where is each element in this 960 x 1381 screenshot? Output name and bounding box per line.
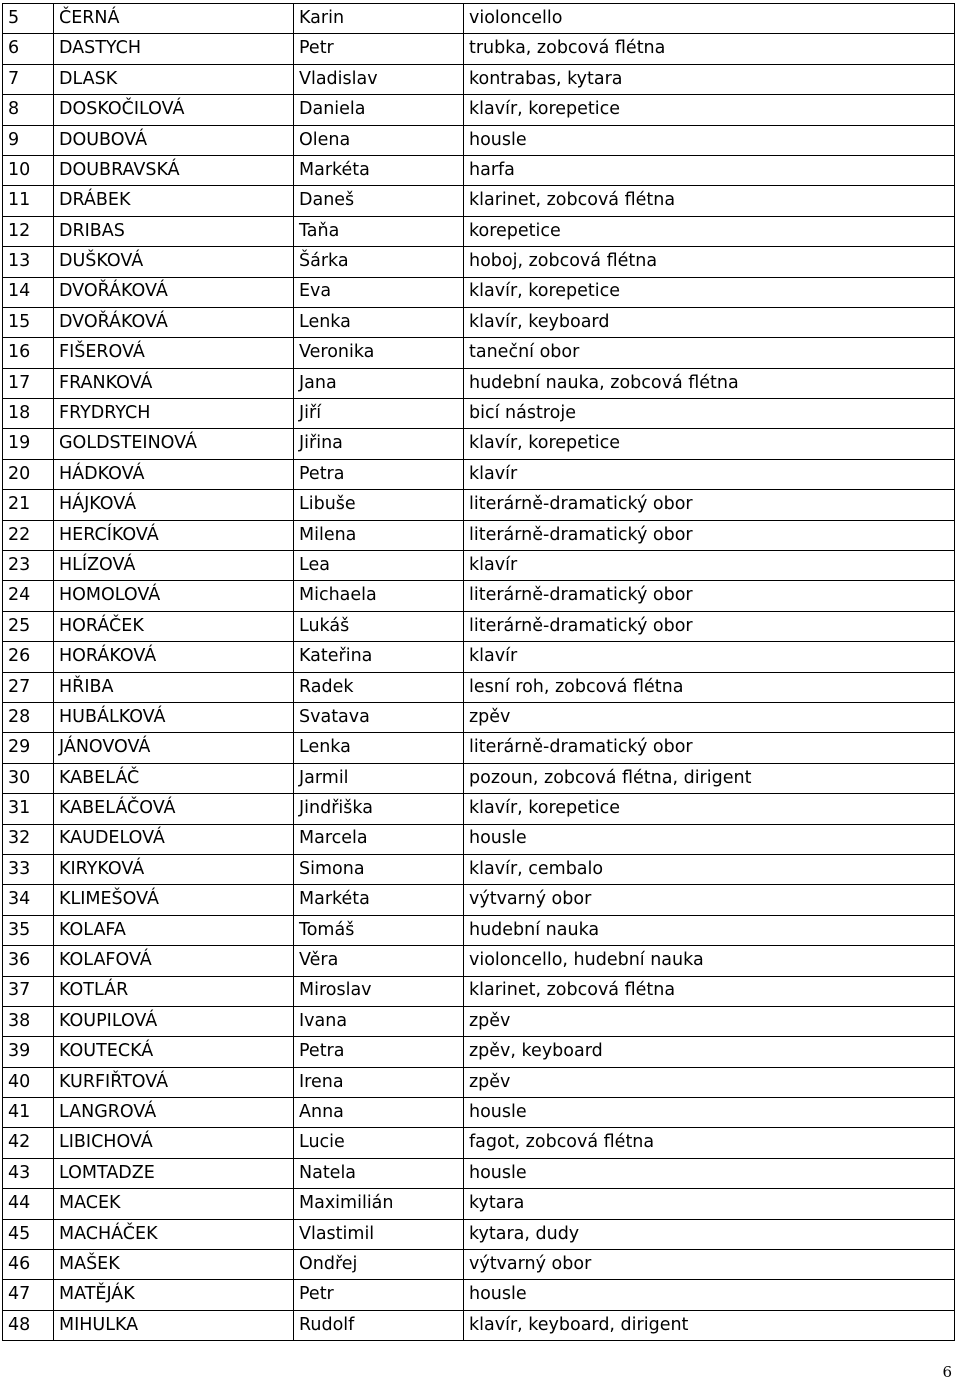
row-number: 22 [3,520,54,550]
instrument-cell: literárně-dramatický obor [464,581,955,611]
table-row [3,34,955,64]
surname-cell: KOLAFOVÁ [54,946,294,976]
first-name-cell: Jana [294,368,464,398]
instrument-cell: literárně-dramatický obor [464,611,955,641]
surname-cell: DOUBOVÁ [54,125,294,155]
surname-cell: KAUDELOVÁ [54,824,294,854]
instrument-cell: klavír, korepetice [464,429,955,459]
table-row [3,1037,955,1067]
instrument-cell: literárně-dramatický obor [464,733,955,763]
surname-cell: DOSKOČILOVÁ [54,95,294,125]
instrument-cell: zpěv [464,1067,955,1097]
surname-cell: HŘIBA [54,672,294,702]
first-name-cell: Jiřina [294,429,464,459]
instrument-cell: klavír, cembalo [464,854,955,884]
table-row [3,459,955,489]
table-row [3,885,955,915]
surname-cell: HLÍZOVÁ [54,551,294,581]
table-row [3,247,955,277]
row-number: 21 [3,490,54,520]
first-name-cell: Petra [294,1037,464,1067]
surname-cell: KURFIŘTOVÁ [54,1067,294,1097]
surname-cell: HOMOLOVÁ [54,581,294,611]
surname-cell: DLASK [54,64,294,94]
first-name-cell: Věra [294,946,464,976]
instrument-cell: violoncello, hudební nauka [464,946,955,976]
table-row [3,125,955,155]
first-name-cell: Markéta [294,885,464,915]
table-row [3,4,955,34]
row-number: 47 [3,1280,54,1310]
row-number: 10 [3,155,54,185]
surname-cell: GOLDSTEINOVÁ [54,429,294,459]
instrument-cell: výtvarný obor [464,885,955,915]
first-name-cell: Daneš [294,186,464,216]
row-number: 15 [3,307,54,337]
instrument-cell: violoncello [464,4,955,34]
table-row [3,611,955,641]
instrument-cell: kytara [464,1189,955,1219]
table-row [3,399,955,429]
instrument-cell: housle [464,125,955,155]
row-number: 20 [3,459,54,489]
instrument-cell: klavír, keyboard [464,307,955,337]
instrument-cell: kontrabas, kytara [464,64,955,94]
row-number: 6 [3,34,54,64]
surname-cell: HUBÁLKOVÁ [54,702,294,732]
first-name-cell: Petr [294,1280,464,1310]
surname-cell: MACHÁČEK [54,1219,294,1249]
table-row [3,946,955,976]
instrument-cell: klarinet, zobcová flétna [464,186,955,216]
row-number: 27 [3,672,54,702]
row-number: 44 [3,1189,54,1219]
row-number: 41 [3,1098,54,1128]
row-number: 16 [3,338,54,368]
row-number: 25 [3,611,54,641]
table-row [3,216,955,246]
instrument-cell: zpěv [464,702,955,732]
instrument-cell: zpěv [464,1006,955,1036]
surname-cell: DVOŘÁKOVÁ [54,307,294,337]
table-row [3,1189,955,1219]
row-number: 45 [3,1219,54,1249]
table-row [3,1098,955,1128]
first-name-cell: Vladislav [294,64,464,94]
row-number: 34 [3,885,54,915]
first-name-cell: Olena [294,125,464,155]
first-name-cell: Svatava [294,702,464,732]
surname-cell: FRANKOVÁ [54,368,294,398]
instrument-cell: harfa [464,155,955,185]
instrument-cell: bicí nástroje [464,399,955,429]
surname-cell: MATĚJÁK [54,1280,294,1310]
first-name-cell: Lucie [294,1128,464,1158]
first-name-cell: Karin [294,4,464,34]
table-row [3,1158,955,1188]
instrument-cell: housle [464,824,955,854]
table-row [3,1280,955,1310]
instrument-cell: klarinet, zobcová flétna [464,976,955,1006]
table-row [3,976,955,1006]
teacher-roster-table [2,3,955,1341]
first-name-cell: Anna [294,1098,464,1128]
surname-cell: FRYDRYCH [54,399,294,429]
row-number: 46 [3,1250,54,1280]
row-number: 30 [3,763,54,793]
table-row [3,702,955,732]
first-name-cell: Maximilián [294,1189,464,1219]
row-number: 9 [3,125,54,155]
surname-cell: JÁNOVOVÁ [54,733,294,763]
instrument-cell: klavír, korepetice [464,277,955,307]
table-row [3,368,955,398]
first-name-cell: Michaela [294,581,464,611]
row-number: 12 [3,216,54,246]
table-row [3,186,955,216]
surname-cell: LANGROVÁ [54,1098,294,1128]
instrument-cell: lesní roh, zobcová flétna [464,672,955,702]
table-row [3,490,955,520]
surname-cell: HÁJKOVÁ [54,490,294,520]
table-row [3,1219,955,1249]
surname-cell: DASTYCH [54,34,294,64]
row-number: 5 [3,4,54,34]
row-number: 19 [3,429,54,459]
instrument-cell: hudební nauka [464,915,955,945]
row-number: 14 [3,277,54,307]
first-name-cell: Lenka [294,307,464,337]
table-row [3,520,955,550]
table-row [3,155,955,185]
row-number: 11 [3,186,54,216]
first-name-cell: Kateřina [294,642,464,672]
surname-cell: HERCÍKOVÁ [54,520,294,550]
first-name-cell: Tomáš [294,915,464,945]
row-number: 38 [3,1006,54,1036]
first-name-cell: Petra [294,459,464,489]
instrument-cell: hudební nauka, zobcová flétna [464,368,955,398]
table-row [3,277,955,307]
table-row [3,672,955,702]
table-row [3,794,955,824]
first-name-cell: Milena [294,520,464,550]
instrument-cell: klavír [464,642,955,672]
surname-cell: ČERNÁ [54,4,294,34]
surname-cell: KLIMEŠOVÁ [54,885,294,915]
surname-cell: KOUTECKÁ [54,1037,294,1067]
surname-cell: HÁDKOVÁ [54,459,294,489]
row-number: 17 [3,368,54,398]
row-number: 40 [3,1067,54,1097]
table-row [3,733,955,763]
row-number: 8 [3,95,54,125]
surname-cell: FIŠEROVÁ [54,338,294,368]
instrument-cell: hoboj, zobcová flétna [464,247,955,277]
surname-cell: KOUPILOVÁ [54,1006,294,1036]
surname-cell: DUŠKOVÁ [54,247,294,277]
instrument-cell: housle [464,1098,955,1128]
first-name-cell: Lea [294,551,464,581]
first-name-cell: Markéta [294,155,464,185]
instrument-cell: klavír [464,551,955,581]
row-number: 32 [3,824,54,854]
table-row [3,1006,955,1036]
first-name-cell: Jiří [294,399,464,429]
row-number: 42 [3,1128,54,1158]
first-name-cell: Simona [294,854,464,884]
row-number: 18 [3,399,54,429]
row-number: 7 [3,64,54,94]
instrument-cell: výtvarný obor [464,1250,955,1280]
first-name-cell: Libuše [294,490,464,520]
surname-cell: DRÁBEK [54,186,294,216]
first-name-cell: Eva [294,277,464,307]
table-row [3,915,955,945]
first-name-cell: Vlastimil [294,1219,464,1249]
instrument-cell: klavír [464,459,955,489]
first-name-cell: Petr [294,34,464,64]
table-row [3,429,955,459]
first-name-cell: Miroslav [294,976,464,1006]
surname-cell: KABELÁČOVÁ [54,794,294,824]
surname-cell: HORÁČEK [54,611,294,641]
instrument-cell: klavír, korepetice [464,95,955,125]
page-number: 6 [942,1363,952,1381]
table-row [3,1128,955,1158]
surname-cell: HORÁKOVÁ [54,642,294,672]
row-number: 24 [3,581,54,611]
table-row [3,1250,955,1280]
instrument-cell: literárně-dramatický obor [464,520,955,550]
first-name-cell: Jarmil [294,763,464,793]
instrument-cell: housle [464,1280,955,1310]
surname-cell: DVOŘÁKOVÁ [54,277,294,307]
instrument-cell: taneční obor [464,338,955,368]
table-row [3,95,955,125]
first-name-cell: Ivana [294,1006,464,1036]
row-number: 26 [3,642,54,672]
instrument-cell: trubka, zobcová flétna [464,34,955,64]
first-name-cell: Taňa [294,216,464,246]
instrument-cell: fagot, zobcová flétna [464,1128,955,1158]
table-row [3,581,955,611]
first-name-cell: Šárka [294,247,464,277]
table-row [3,307,955,337]
first-name-cell: Ondřej [294,1250,464,1280]
instrument-cell: klavír, keyboard, dirigent [464,1310,955,1340]
instrument-cell: literárně-dramatický obor [464,490,955,520]
table-row [3,1067,955,1097]
row-number: 29 [3,733,54,763]
surname-cell: KOTLÁR [54,976,294,1006]
row-number: 43 [3,1158,54,1188]
instrument-cell: housle [464,1158,955,1188]
first-name-cell: Marcela [294,824,464,854]
table-row [3,824,955,854]
instrument-cell: klavír, korepetice [464,794,955,824]
row-number: 37 [3,976,54,1006]
table-row [3,642,955,672]
surname-cell: DRIBAS [54,216,294,246]
first-name-cell: Lukáš [294,611,464,641]
first-name-cell: Lenka [294,733,464,763]
surname-cell: MACEK [54,1189,294,1219]
surname-cell: KABELÁČ [54,763,294,793]
table-row [3,551,955,581]
surname-cell: KIRYKOVÁ [54,854,294,884]
first-name-cell: Daniela [294,95,464,125]
first-name-cell: Radek [294,672,464,702]
row-number: 35 [3,915,54,945]
row-number: 48 [3,1310,54,1340]
row-number: 23 [3,551,54,581]
first-name-cell: Irena [294,1067,464,1097]
row-number: 31 [3,794,54,824]
surname-cell: DOUBRAVSKÁ [54,155,294,185]
instrument-cell: kytara, dudy [464,1219,955,1249]
surname-cell: KOLAFA [54,915,294,945]
table-row [3,1310,955,1340]
roster-body [3,4,955,1341]
table-row [3,64,955,94]
first-name-cell: Rudolf [294,1310,464,1340]
first-name-cell: Jindřiška [294,794,464,824]
first-name-cell: Veronika [294,338,464,368]
instrument-cell: korepetice [464,216,955,246]
table-row [3,763,955,793]
instrument-cell: zpěv, keyboard [464,1037,955,1067]
row-number: 13 [3,247,54,277]
surname-cell: MIHULKA [54,1310,294,1340]
first-name-cell: Natela [294,1158,464,1188]
surname-cell: LOMTADZE [54,1158,294,1188]
instrument-cell: pozoun, zobcová flétna, dirigent [464,763,955,793]
row-number: 28 [3,702,54,732]
row-number: 33 [3,854,54,884]
row-number: 36 [3,946,54,976]
surname-cell: MAŠEK [54,1250,294,1280]
table-row [3,338,955,368]
row-number: 39 [3,1037,54,1067]
table-row [3,854,955,884]
surname-cell: LIBICHOVÁ [54,1128,294,1158]
